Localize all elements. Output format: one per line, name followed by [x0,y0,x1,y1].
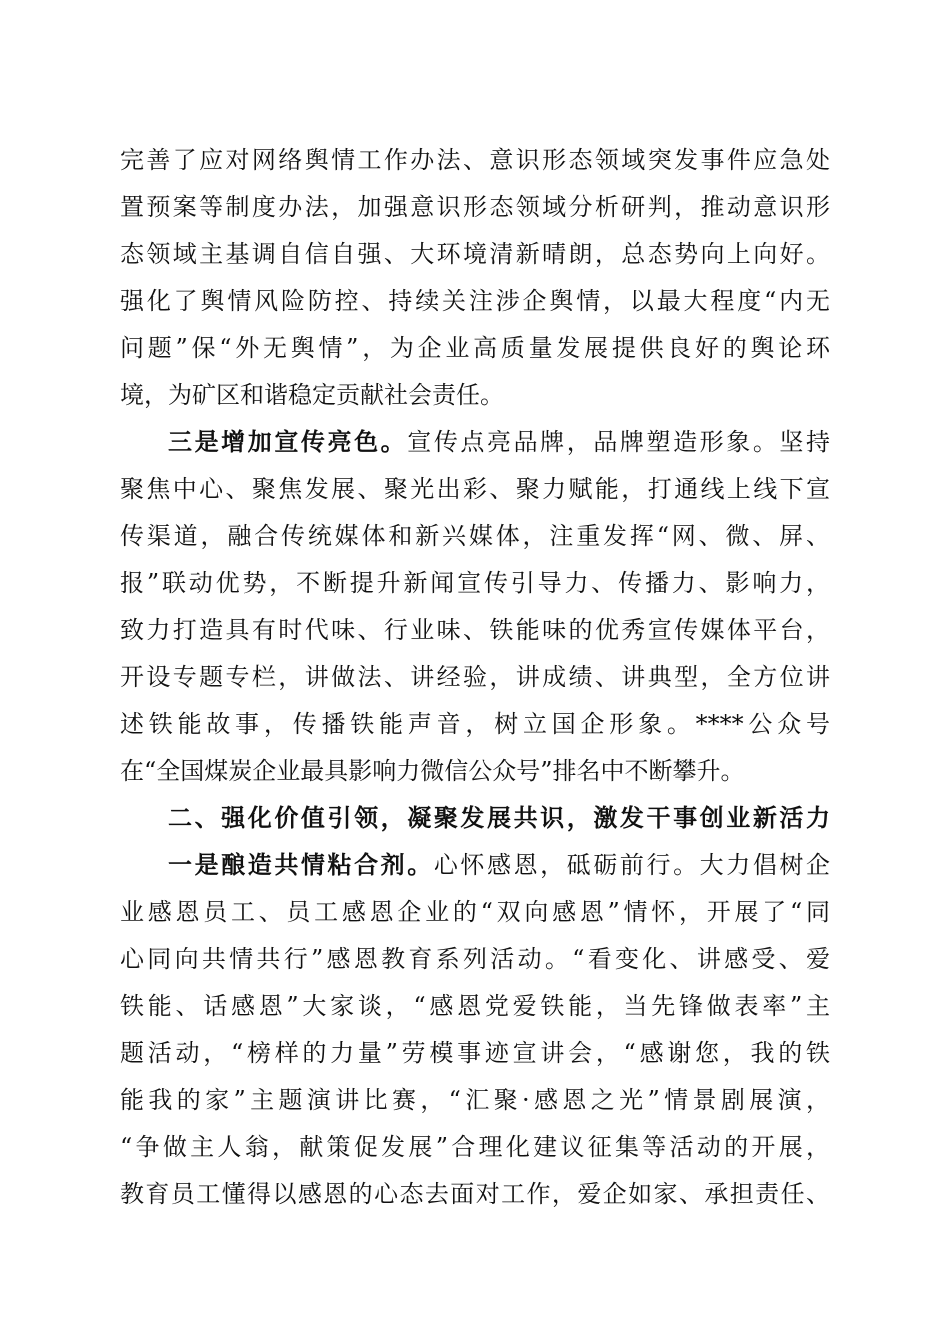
para1-line-4: 强化了舆情风险防控、持续关注涉企舆情，以最大程度“内无 [120,287,830,315]
para2-line-6: 开设专题专栏，讲做法、讲经验，讲成绩、讲典型，全方位讲 [120,663,830,691]
para1-line-2: 置预案等制度办法，加强意识形态领域分析研判，推动意识形 [120,193,830,221]
para2-line-3: 传渠道，融合传统媒体和新兴媒体，注重发挥“网、微、屏、 [120,522,830,550]
para3-line-8: 教育员工懂得以感恩的心态去面对工作，爱企如家、承担责任、 [120,1180,830,1208]
para1-line-6: 境，为矿区和谐稳定贡献社会责任。 [120,381,504,409]
para2-line-4: 报”联动优势，不断提升新闻宣传引导力、传播力、影响力， [120,569,830,597]
para3-line-7: “争做主人翁，献策促发展”合理化建议征集等活动的开展， [120,1133,830,1161]
para1-line-5: 问题”保“外无舆情”，为企业高质量发展提供良好的舆论环 [120,334,830,362]
para1-line-1: 完善了应对网络舆情工作办法、意识形态领域突发事件应急处 [120,146,830,174]
para2-first-rest: 宣传点亮品牌，品牌塑造形象。坚持 [407,428,830,456]
para3-line-6: 能我的家”主题演讲比赛，“汇聚·感恩之光”情景剧展演， [120,1086,830,1114]
para2-line-2: 聚焦中心、聚焦发展、聚光出彩、聚力赋能，打通线上线下宣 [120,475,830,503]
para3-line-3: 心同向共情共行”感恩教育系列活动。“看变化、讲感受、爱 [120,945,830,973]
para1-line-3: 态领域主基调自信自强、大环境清新晴朗，总态势向上向好。 [120,240,830,268]
para3-line-5: 题活动，“榜样的力量”劳模事迹宣讲会，“感谢您，我的铁 [120,1039,830,1067]
para2-line-8: 在“全国煤炭企业最具影响力微信公众号”排名中不断攀升。 [120,757,745,785]
para3-line-2: 业感恩员工、员工感恩企业的“双向感恩”情怀，开展了“同 [120,898,830,926]
para2-first-line [168,422,830,462]
para3-first-rest: 心怀感恩，砥砺前行。大力倡树企 [433,851,831,879]
para3-lead: 一是酿造共情粘合剂。 [168,851,434,879]
para3-first-line [168,845,830,885]
para2-lead: 三是增加宣传亮色。 [168,428,408,456]
section-heading-2: 二、强化价值引领，凝聚发展共识，激发干事创业新活力 [168,804,830,832]
para3-line-4: 铁能、话感恩”大家谈，“感恩党爱铁能，当先锋做表率”主 [120,992,830,1020]
para2-line-7: 述铁能故事，传播铁能声音，树立国企形象。****公众号 [120,710,830,738]
para2-line-5: 致力打造具有时代味、行业味、铁能味的优秀宣传媒体平台， [120,616,830,644]
